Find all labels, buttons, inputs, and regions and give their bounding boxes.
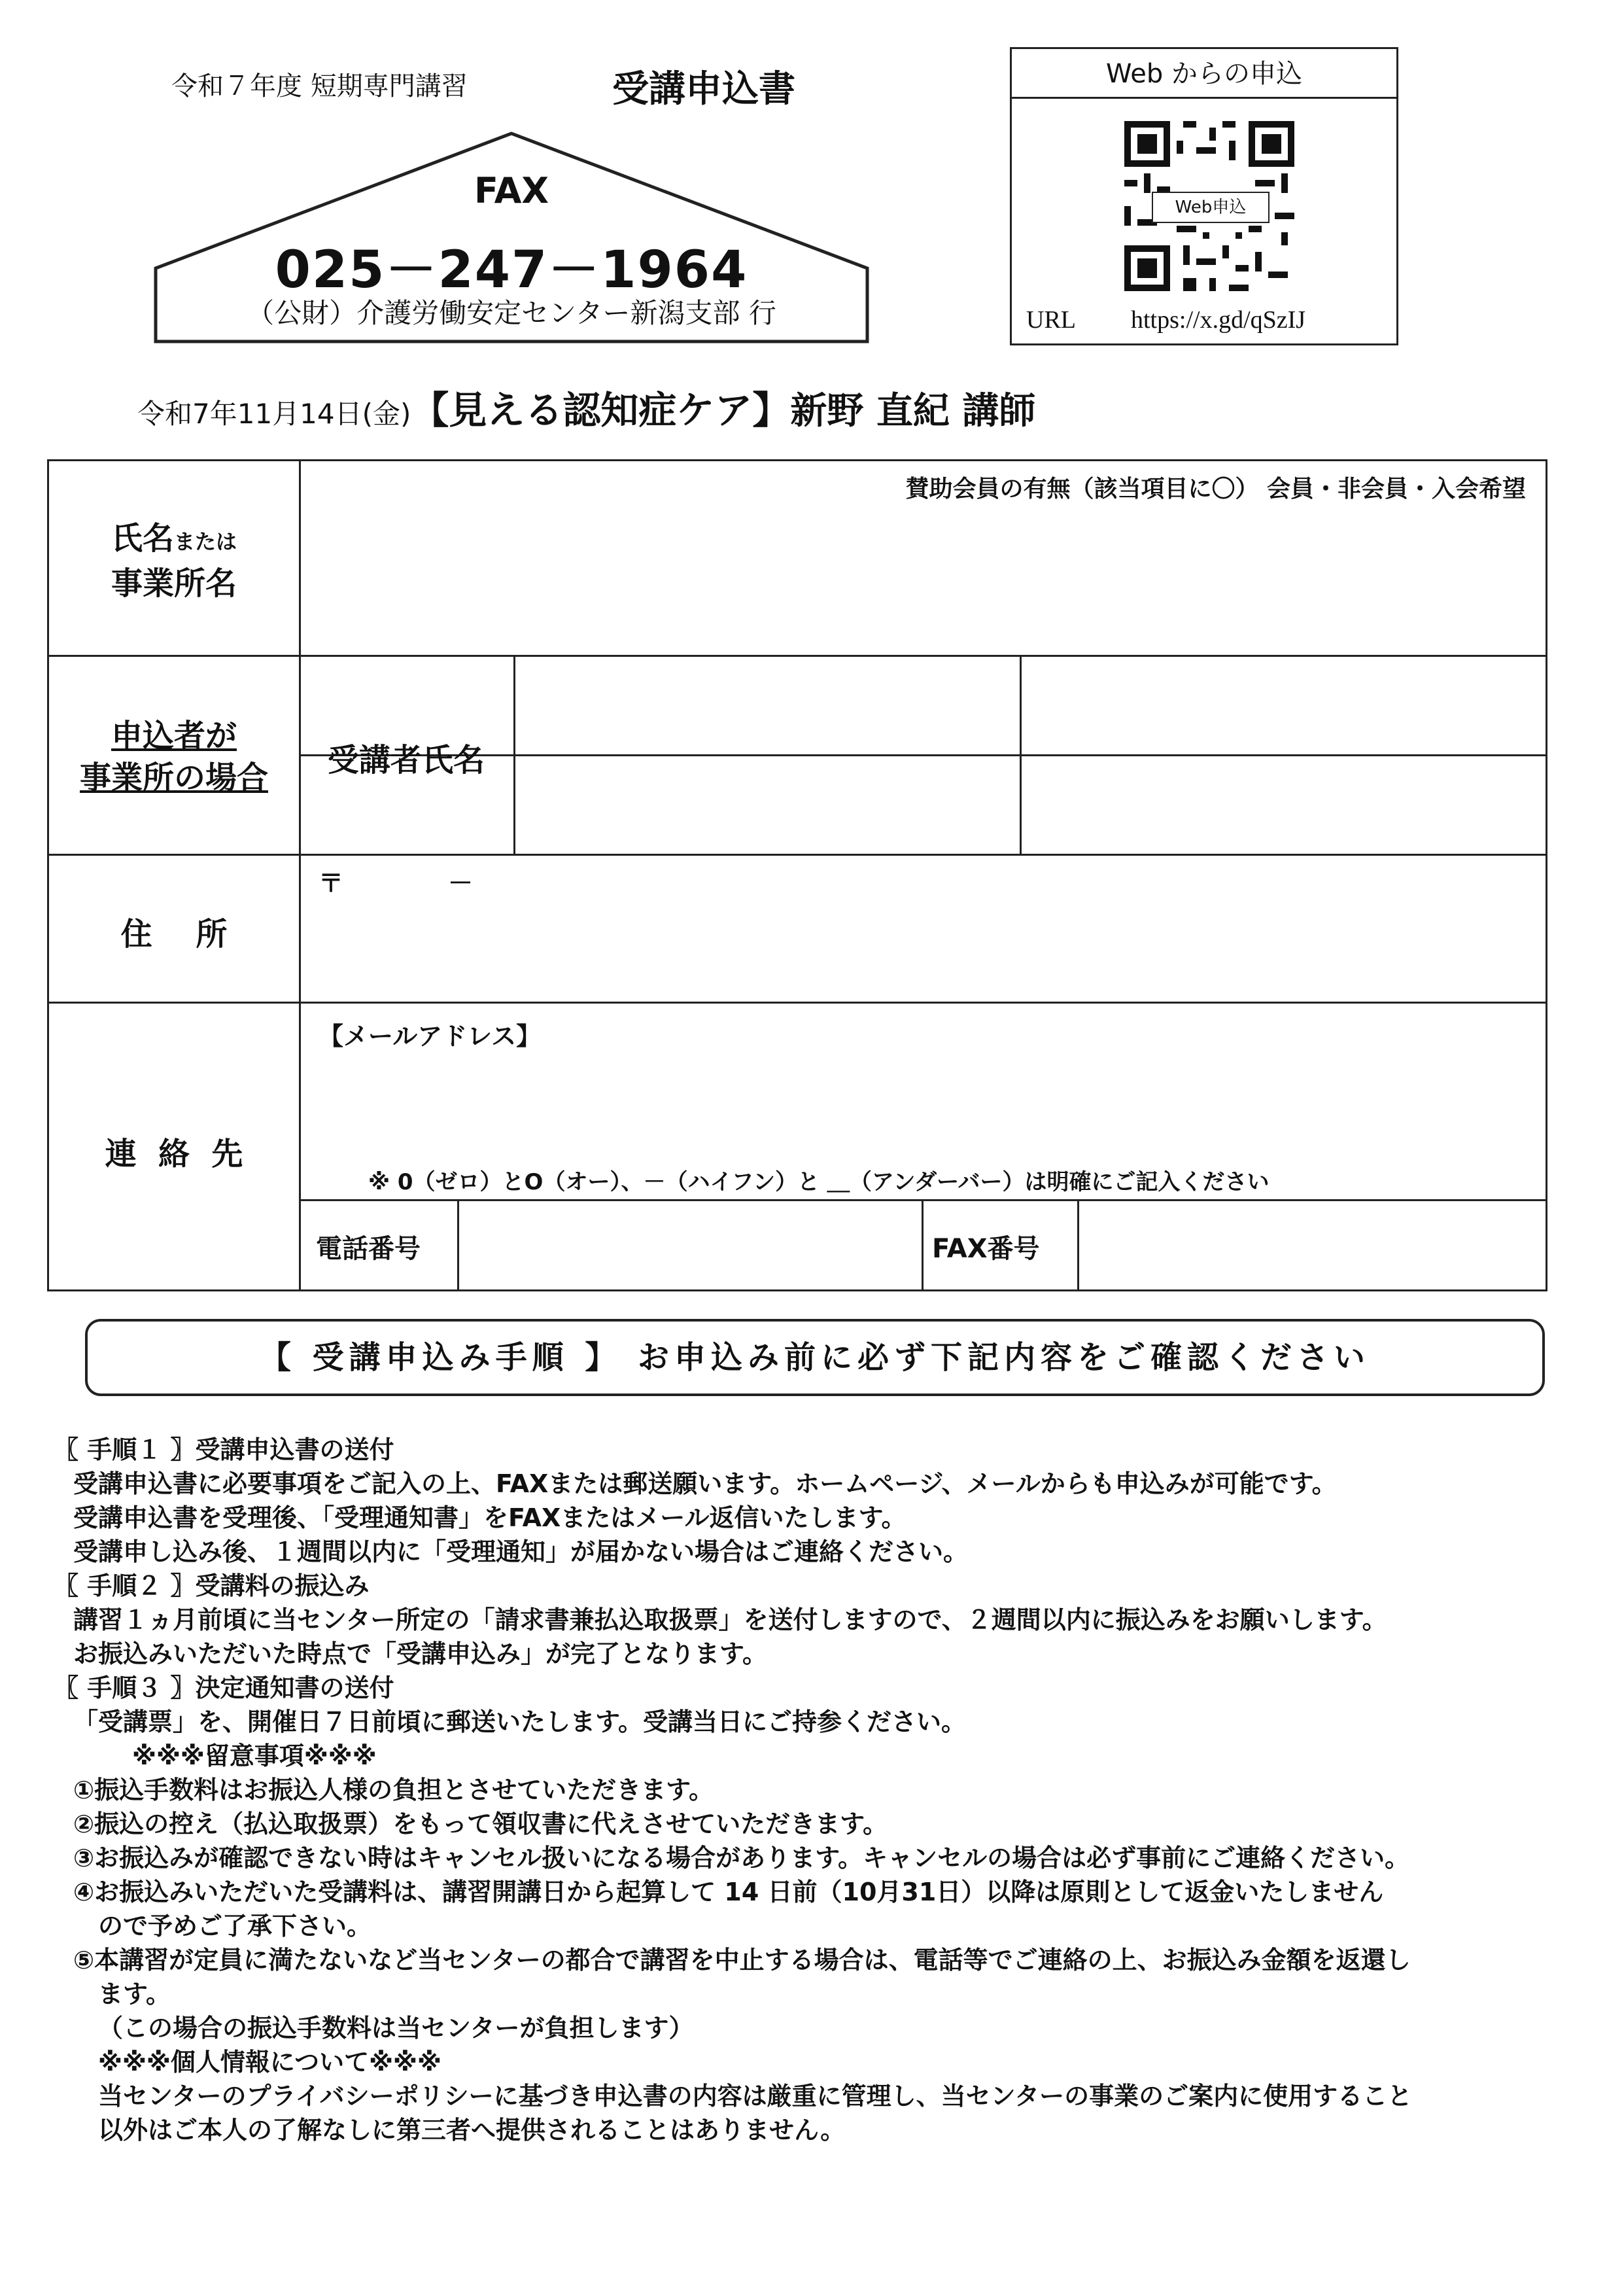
step-heading: 〖 手順２ 〗受講料の振込み (54, 1571, 370, 1600)
step-heading: 〖 手順１ 〗受講申込書の送付 (54, 1435, 394, 1464)
name-label-small: または (174, 529, 237, 554)
application-form (47, 459, 1547, 1291)
url-label: URL (1026, 306, 1076, 334)
contact-label: 連 絡 先 (105, 1136, 243, 1172)
step-line: 受講申込書を受理後、「受理通知書」をFAXまたはメール返信いたします。 (73, 1503, 907, 1532)
step-line: 当センターのプライバシーポリシーに基づき申込書の内容は厳重に管理し、当センターの事業のご案内に使用すること (98, 2082, 1413, 2111)
step-line: 以外はご本人の了解なしに第三者へ提供されることはありません。 (98, 2116, 846, 2145)
applicant-office-label (49, 715, 299, 799)
step-line: 「受講票」を、開催日７日前頃に郵送いたします。受講当日にご持参ください。 (73, 1708, 966, 1736)
form-subtitle: 令和７年度 短期専門講習 (171, 71, 468, 101)
attendee-name-field-3[interactable] (517, 758, 1017, 851)
course-date: 令和7年11月14日(金) (137, 398, 411, 430)
address-label: 住 所 (120, 916, 228, 953)
url-link[interactable]: https://x.gd/qSzIJ (1131, 306, 1306, 334)
step-line: ※※※個人情報について※※※ (98, 2048, 441, 2076)
phone-label: 電話番号 (316, 1234, 421, 1264)
procedure-banner (85, 1319, 1545, 1396)
step-line: ⑤本講習が定員に満たないなど当センターの都合で講習を中止する場合は、電話等でご連絡の上、お振込み金額を返還し (73, 1946, 1411, 1974)
address-field[interactable] (304, 858, 1543, 998)
qr-badge: Web申込 (1152, 192, 1270, 223)
step-line: お振込みいただいた時点で「受講申込み」が完了となります。 (73, 1639, 767, 1668)
fax-number-field[interactable] (1081, 1203, 1543, 1287)
fax-number: 025－247－1964 (275, 241, 748, 300)
fax-destination-box (152, 131, 871, 347)
fax-recipient: （公財）介護労働安定センター新潟支部 行 (247, 297, 776, 329)
step-line: ので予めご了承下さい。 (98, 1912, 372, 1940)
attendee-name-field-1[interactable] (517, 659, 1017, 752)
step-line: ①振込手数料はお振込人様の負担とさせていただきます。 (73, 1776, 714, 1804)
step-line: ます。 (98, 1980, 171, 2008)
course-info (137, 379, 1035, 434)
step-line: ④お振込みいただいた受講料は、講習開講日から起算して 14 日前（10月31日）以降は原則として返金いたしません (73, 1878, 1384, 1906)
email-note: ※ 0（ゼロ）とO（オー）、－（ハイフン）と ＿（アンダーバー）は明確にご記入ください (368, 1169, 1270, 1195)
phone-field[interactable] (461, 1203, 919, 1287)
email-label: 【メールアドレス】 (319, 1022, 542, 1051)
step-heading: 〖 手順３ 〗決定通知書の送付 (54, 1673, 394, 1702)
fax-label: FAX (474, 170, 549, 211)
step-line: （この場合の振込手数料は当センターが負担します） (98, 2014, 694, 2042)
procedure-banner-text: 【 受講申込み手順 】 お申込み前に必ず下記内容をご確認ください (259, 1339, 1371, 1376)
attendee-name-label: 受講者氏名 (327, 742, 485, 779)
step-line: ②振込の控え（払込取扱票）をもって領収書に代えさせていただきます。 (73, 1810, 888, 1838)
step-line: ③お振込みが確認できない時はキャンセル扱いになる場合があります。キャンセルの場合は必ず事前にご連絡ください。 (73, 1844, 1410, 1872)
membership-options[interactable]: 賛助会員の有無（該当項目に〇） 会員・非会員・入会希望 (905, 476, 1526, 502)
step-line: 受講申込書に必要事項をご記入の上、FAXまたは郵送願います。ホームページ、メールからも申込みが可能です。 (73, 1469, 1337, 1498)
page-title: 受講申込書 (612, 68, 795, 111)
course-lecturer: 新野 直紀 講師 (790, 390, 1036, 432)
applicant-office-label-line2: 事業所の場合 (79, 760, 268, 796)
name-label-office: 事業所名 (111, 565, 237, 602)
attendee-name-field-2[interactable] (1024, 659, 1543, 752)
name-label-main: 氏名 (111, 520, 174, 557)
postal-dash: － (448, 869, 474, 898)
procedure-steps (54, 1433, 1584, 2147)
postal-mark: 〒 (319, 869, 344, 898)
name-label (49, 517, 299, 604)
applicant-office-label-line1: 申込者が (111, 718, 237, 754)
fax-number-label: FAX番号 (932, 1234, 1040, 1264)
step-line: 受講申し込み後、１週間以内に「受理通知」が届かない場合はご連絡ください。 (73, 1537, 969, 1566)
step-line: ※※※留意事項※※※ (132, 1742, 377, 1770)
course-title: 【見える認知症ケア】 (411, 388, 791, 432)
web-application-box (1010, 47, 1398, 345)
email-field[interactable] (304, 1057, 1543, 1155)
web-application-title: Web からの申込 (1012, 49, 1396, 99)
attendee-name-field-4[interactable] (1024, 758, 1543, 851)
step-line: 講習１ヵ月前頃に当センター所定の「請求書兼払込取扱票」を送付しますので、２週間以内に振込みをお願いします。 (73, 1605, 1387, 1634)
name-field[interactable] (304, 514, 1540, 644)
